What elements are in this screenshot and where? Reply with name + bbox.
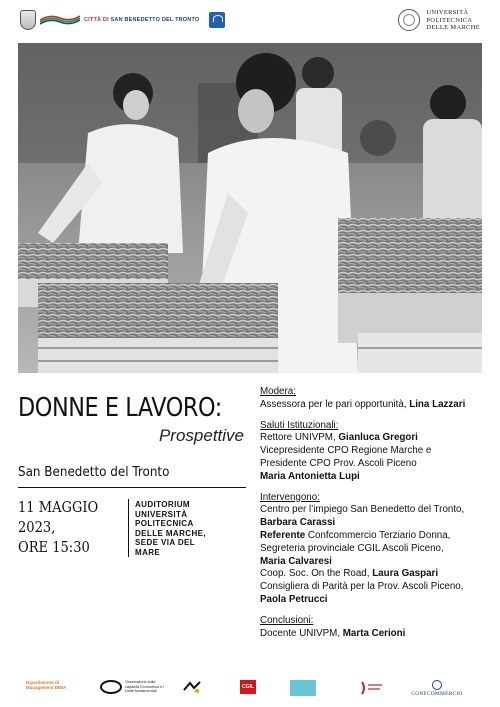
conclusion-line [260, 628, 498, 641]
sponsor-logos [0, 672, 500, 707]
blue-flag-icon [209, 12, 225, 28]
moderator-name: Lina Lazzari [409, 398, 466, 410]
header [0, 0, 500, 42]
terziario-donna-logo-icon [290, 680, 316, 696]
speaker-name: Marta Cerioni [342, 627, 406, 639]
venue-line: UNIVERSITÀ [135, 509, 188, 519]
university-line: DELLE MARCHE [426, 24, 480, 31]
event-date [18, 498, 98, 558]
venue-line: POLITECNICA [135, 519, 194, 528]
section-heading-saluti: Saluti Istituzionali: [260, 419, 339, 431]
speaker-line [260, 568, 498, 581]
city-logo-name: SAN BENEDETTO DEL TRONTO [110, 17, 200, 23]
dima-logo: Dipartimento di Management DIMA [26, 680, 67, 690]
divider [18, 487, 246, 488]
event-venue [135, 500, 206, 557]
university-seal-icon [398, 9, 420, 31]
section-heading-conclusioni: Conclusioni: [260, 614, 314, 626]
observatory-mark-icon [100, 680, 122, 694]
city-crest-icon [20, 10, 36, 30]
city-logo-prefix: CITTÀ DI [84, 17, 109, 23]
venue-line: DELLE MARCHE, [135, 528, 206, 538]
confcommercio-emblem-icon [432, 680, 442, 690]
university-line: UNIVERSITÀ [426, 9, 469, 16]
speaker-line [260, 517, 498, 530]
venue-line: AUDITORIUM [135, 500, 190, 509]
city-logo-text [84, 17, 199, 23]
speaker-line: Consigliera di Parità per la Prov. Ascoli Piceno, [260, 581, 464, 593]
speaker-role: Coop. Soc. On the Road, [260, 568, 373, 580]
greeting-line [260, 471, 498, 484]
city-logo [20, 10, 225, 30]
speaker-line [260, 556, 498, 569]
speaker-role: Confcommercio Terziario Donna, [305, 529, 451, 541]
confcommercio-logo [410, 680, 464, 697]
cgil-logo: CGIL [240, 680, 256, 694]
tricolor-wave-icon [40, 15, 80, 25]
hero-photo [18, 43, 482, 373]
vertical-divider [128, 499, 129, 557]
speaker-role-bold: Referente [260, 529, 306, 541]
university-logo [398, 9, 480, 32]
cpo-logo-icon [358, 680, 384, 696]
speaker-line: Segreteria provinciale CGIL Ascoli Piceno, [260, 542, 444, 554]
speaker-role: Rettore UNIVPM, [260, 432, 339, 444]
moderator-line [260, 399, 498, 412]
event-place: San Benedetto del Tronto [18, 465, 170, 480]
speaker-name: Laura Gaspari [372, 568, 439, 580]
section-heading-modera: Modera: [260, 386, 296, 397]
confcommercio-text: CONFCOMMERCIO [411, 691, 463, 697]
date-line: ORE 15:30 [18, 540, 90, 556]
observatory-logo [100, 680, 167, 694]
speaker-name: Maria Antonietta Lupi [260, 470, 360, 482]
speaker-line [260, 530, 498, 543]
program [260, 386, 498, 640]
on-the-road-logo-icon [182, 680, 202, 694]
date-line: 2023, [18, 520, 56, 536]
event-title: DONNE E LAVORO: [18, 393, 222, 423]
venue-line: SEDE VIA DEL [135, 538, 196, 547]
women-working-photo [18, 43, 482, 373]
speaker-line [260, 594, 498, 607]
moderator-role: Assessora per le pari opportunità, [260, 398, 410, 410]
greeting-line: Presidente CPO Prov. Ascoli Piceno [260, 457, 417, 469]
speaker-role: Docente UNIVPM, [260, 627, 343, 639]
university-name [426, 9, 480, 32]
event-subtitle: Prospettive [158, 426, 244, 445]
greeting-line: Vicepresidente CPO Regione Marche e [260, 445, 432, 457]
speaker-name: Maria Calvaresi [260, 555, 332, 567]
date-line: 11 MAGGIO [18, 500, 99, 516]
speaker-name: Barbara Carassi [260, 517, 336, 529]
university-line: POLITECNICA [426, 16, 473, 24]
greeting-line [260, 432, 498, 445]
speaker-name: Gianluca Gregori [338, 432, 418, 444]
speaker-line: Centro per l’impiego San Benedetto del Tronto, [260, 504, 465, 516]
observatory-text: Osservatorio sulla capacità Economica e i Diritti fondamentali [125, 680, 165, 694]
speaker-name: Paola Petrucci [260, 593, 328, 605]
section-heading-intervengono: Intervengono: [260, 491, 320, 503]
venue-line: MARE [135, 547, 161, 557]
